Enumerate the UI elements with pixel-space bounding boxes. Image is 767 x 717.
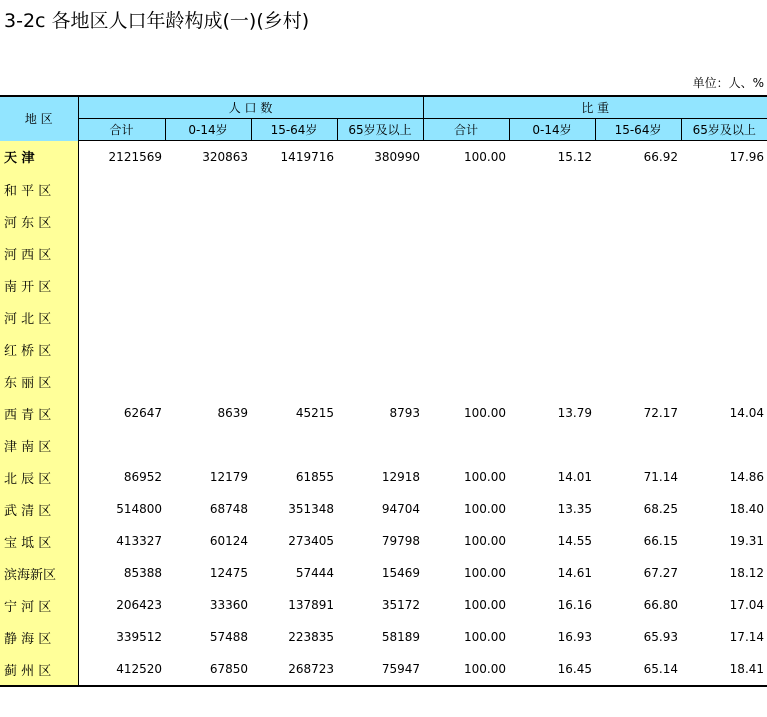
table-cell: 67850 — [209, 662, 248, 676]
table-cell: 100.00 — [464, 150, 507, 164]
unit-label: 单位：人、% — [692, 76, 764, 90]
table-row — [0, 557, 767, 589]
table-cell: 12179 — [209, 470, 248, 484]
table-cell — [165, 205, 251, 237]
table-cell — [251, 429, 337, 461]
header-col-pop-65plus: 65岁及以上 — [337, 119, 423, 141]
table-cell — [509, 269, 595, 301]
table-cell — [78, 269, 165, 301]
row-region-name: 宝 坻 区 — [0, 525, 78, 557]
row-region-name: 静 海 区 — [0, 621, 78, 653]
table-cell — [681, 173, 767, 205]
table-cell — [251, 269, 337, 301]
table-cell: 18.40 — [729, 502, 765, 516]
table-row — [0, 589, 767, 621]
table-row — [0, 397, 767, 429]
table-cell: 15469 — [381, 566, 421, 580]
table-cell: 57444 — [295, 566, 334, 580]
table-cell: 62647 — [123, 406, 162, 420]
header-col-ratio-15-64: 15-64岁 — [595, 119, 681, 141]
table-cell — [78, 237, 165, 269]
table-cell: 65.14 — [643, 662, 679, 676]
table-cell — [165, 429, 251, 461]
table-cell: 13.35 — [557, 502, 593, 516]
table-cell: 85388 — [123, 566, 162, 580]
table-cell — [595, 173, 681, 205]
table-cell — [337, 429, 423, 461]
table-cell — [509, 237, 595, 269]
table-cell — [509, 205, 595, 237]
table-cell — [681, 301, 767, 333]
table-cell: 86952 — [123, 470, 162, 484]
table-cell: 100.00 — [464, 470, 507, 484]
table-cell — [78, 173, 165, 205]
table-row — [0, 429, 767, 461]
table-cell — [681, 205, 767, 237]
table-row — [0, 653, 767, 686]
row-region-name: 河 西 区 — [0, 237, 78, 269]
table-cell — [423, 173, 509, 205]
table-row — [0, 525, 767, 557]
header-population-group: 人 口 数 — [78, 96, 423, 119]
row-region-name: 和 平 区 — [0, 173, 78, 205]
table-cell — [595, 429, 681, 461]
table-cell: 14.04 — [729, 406, 765, 420]
table-cell: 60124 — [209, 534, 248, 548]
table-cell — [251, 333, 337, 365]
table-row — [0, 141, 767, 174]
row-region-name: 滨海新区 — [0, 557, 78, 589]
row-region-name: 西 青 区 — [0, 397, 78, 429]
table-cell: 57488 — [209, 630, 248, 644]
table-cell: 100.00 — [464, 662, 507, 676]
table-cell: 2121569 — [108, 150, 162, 164]
table-cell: 13.79 — [557, 406, 593, 420]
table-cell — [509, 429, 595, 461]
table-cell: 339512 — [116, 630, 162, 644]
table-row — [0, 461, 767, 493]
table-cell — [423, 205, 509, 237]
table-cell — [595, 333, 681, 365]
table-cell — [337, 173, 423, 205]
table-cell: 16.16 — [557, 598, 593, 612]
row-region-name: 蓟 州 区 — [0, 653, 78, 686]
header-col-pop-15-64: 15-64岁 — [251, 119, 337, 141]
table-row — [0, 301, 767, 333]
table-cell: 351348 — [288, 502, 334, 516]
table-row — [0, 365, 767, 397]
table-cell — [509, 301, 595, 333]
table-cell — [165, 237, 251, 269]
table-cell — [78, 333, 165, 365]
table-cell — [681, 333, 767, 365]
header-col-pop-total: 合计 — [78, 119, 165, 141]
table-cell — [337, 301, 423, 333]
table-cell — [251, 365, 337, 397]
table-cell: 58189 — [381, 630, 421, 644]
table-cell: 380990 — [374, 150, 421, 164]
row-region-name: 天 津 — [0, 141, 78, 174]
table-cell — [337, 333, 423, 365]
page-title: 3-2c 各地区人口年龄构成(一)(乡村) — [4, 10, 310, 32]
table-cell: 35172 — [381, 598, 421, 612]
table-cell — [337, 269, 423, 301]
table-cell — [681, 269, 767, 301]
table-cell: 94704 — [381, 502, 421, 516]
table-row — [0, 205, 767, 237]
table-cell: 61855 — [295, 470, 334, 484]
table-cell — [165, 301, 251, 333]
table-cell: 268723 — [288, 662, 334, 676]
header-col-ratio-total: 合计 — [423, 119, 509, 141]
table-cell: 413327 — [116, 534, 162, 548]
header-col-pop-0-14: 0-14岁 — [165, 119, 251, 141]
table-cell — [165, 269, 251, 301]
table-cell — [423, 365, 509, 397]
table-cell: 65.93 — [643, 630, 679, 644]
table-cell — [595, 205, 681, 237]
table-cell — [78, 205, 165, 237]
table-cell — [251, 301, 337, 333]
table-cell — [509, 173, 595, 205]
table-cell: 19.31 — [729, 534, 765, 548]
table-cell: 8793 — [389, 406, 421, 420]
table-cell — [595, 301, 681, 333]
table-cell: 100.00 — [464, 502, 507, 516]
table-row — [0, 237, 767, 269]
table-cell: 273405 — [288, 534, 334, 548]
table-cell: 12475 — [209, 566, 248, 580]
row-region-name: 北 辰 区 — [0, 461, 78, 493]
table-cell — [681, 237, 767, 269]
table-cell — [337, 365, 423, 397]
table-cell: 320863 — [202, 150, 248, 164]
table-cell: 514800 — [116, 502, 162, 516]
table-cell: 66.15 — [643, 534, 679, 548]
table-cell — [251, 237, 337, 269]
table-cell: 100.00 — [464, 630, 507, 644]
table-cell: 33360 — [209, 598, 248, 612]
table-cell: 223835 — [288, 630, 334, 644]
table-cell: 75947 — [381, 662, 421, 676]
header-col-ratio-0-14: 0-14岁 — [509, 119, 595, 141]
table-cell: 15.12 — [557, 150, 593, 164]
table-cell — [165, 365, 251, 397]
table-cell: 66.80 — [643, 598, 679, 612]
table-cell — [595, 237, 681, 269]
table-cell — [595, 365, 681, 397]
table-cell: 71.14 — [643, 470, 679, 484]
table-cell — [423, 269, 509, 301]
row-region-name: 东 丽 区 — [0, 365, 78, 397]
table-cell: 79798 — [381, 534, 421, 548]
table-cell: 100.00 — [464, 534, 507, 548]
table-cell: 45215 — [295, 406, 334, 420]
table-cell — [337, 205, 423, 237]
table-cell — [165, 333, 251, 365]
table-cell: 14.86 — [729, 470, 765, 484]
row-region-name: 河 北 区 — [0, 301, 78, 333]
header-area: 地 区 — [0, 96, 78, 141]
row-region-name: 武 清 区 — [0, 493, 78, 525]
table-cell: 72.17 — [643, 406, 679, 420]
table-cell — [78, 301, 165, 333]
table-row — [0, 333, 767, 365]
table-cell: 100.00 — [464, 598, 507, 612]
table-body — [0, 141, 767, 687]
table-cell: 17.14 — [729, 630, 765, 644]
table-cell: 16.45 — [557, 662, 593, 676]
table-row — [0, 173, 767, 205]
table-cell — [509, 365, 595, 397]
table-cell — [509, 333, 595, 365]
row-region-name: 津 南 区 — [0, 429, 78, 461]
table-cell: 14.55 — [557, 534, 593, 548]
table-cell: 12918 — [381, 470, 421, 484]
table-cell: 137891 — [288, 598, 334, 612]
table-cell: 14.01 — [557, 470, 593, 484]
table-cell: 17.04 — [729, 598, 765, 612]
header-col-ratio-65plus: 65岁及以上 — [681, 119, 767, 141]
table-cell — [165, 173, 251, 205]
table-cell: 100.00 — [464, 566, 507, 580]
table-cell: 14.61 — [557, 566, 593, 580]
table-cell — [423, 333, 509, 365]
table-cell: 18.12 — [729, 566, 765, 580]
table-cell: 67.27 — [643, 566, 679, 580]
table-cell — [78, 365, 165, 397]
row-region-name: 宁 河 区 — [0, 589, 78, 621]
table-cell — [681, 365, 767, 397]
header-ratio-group: 比 重 — [423, 96, 767, 119]
table-cell — [595, 269, 681, 301]
table-cell — [681, 429, 767, 461]
table-cell — [337, 237, 423, 269]
table-cell: 100.00 — [464, 406, 507, 420]
table-cell: 206423 — [116, 598, 162, 612]
table-cell: 66.92 — [643, 150, 679, 164]
table-cell: 18.41 — [729, 662, 765, 676]
row-region-name: 南 开 区 — [0, 269, 78, 301]
table-row — [0, 621, 767, 653]
table-cell — [423, 301, 509, 333]
population-age-table — [0, 95, 767, 687]
table-row — [0, 269, 767, 301]
table-cell — [423, 237, 509, 269]
table-cell: 1419716 — [280, 150, 334, 164]
table-cell — [251, 173, 337, 205]
row-region-name: 河 东 区 — [0, 205, 78, 237]
table-cell: 17.96 — [729, 150, 765, 164]
table-cell: 68.25 — [643, 502, 679, 516]
table-cell: 412520 — [116, 662, 162, 676]
table-cell — [423, 429, 509, 461]
table-cell — [78, 429, 165, 461]
row-region-name: 红 桥 区 — [0, 333, 78, 365]
table-cell: 16.93 — [557, 630, 593, 644]
table-cell: 68748 — [209, 502, 248, 516]
table-row — [0, 493, 767, 525]
table-cell: 8639 — [217, 406, 248, 420]
table-cell — [251, 205, 337, 237]
